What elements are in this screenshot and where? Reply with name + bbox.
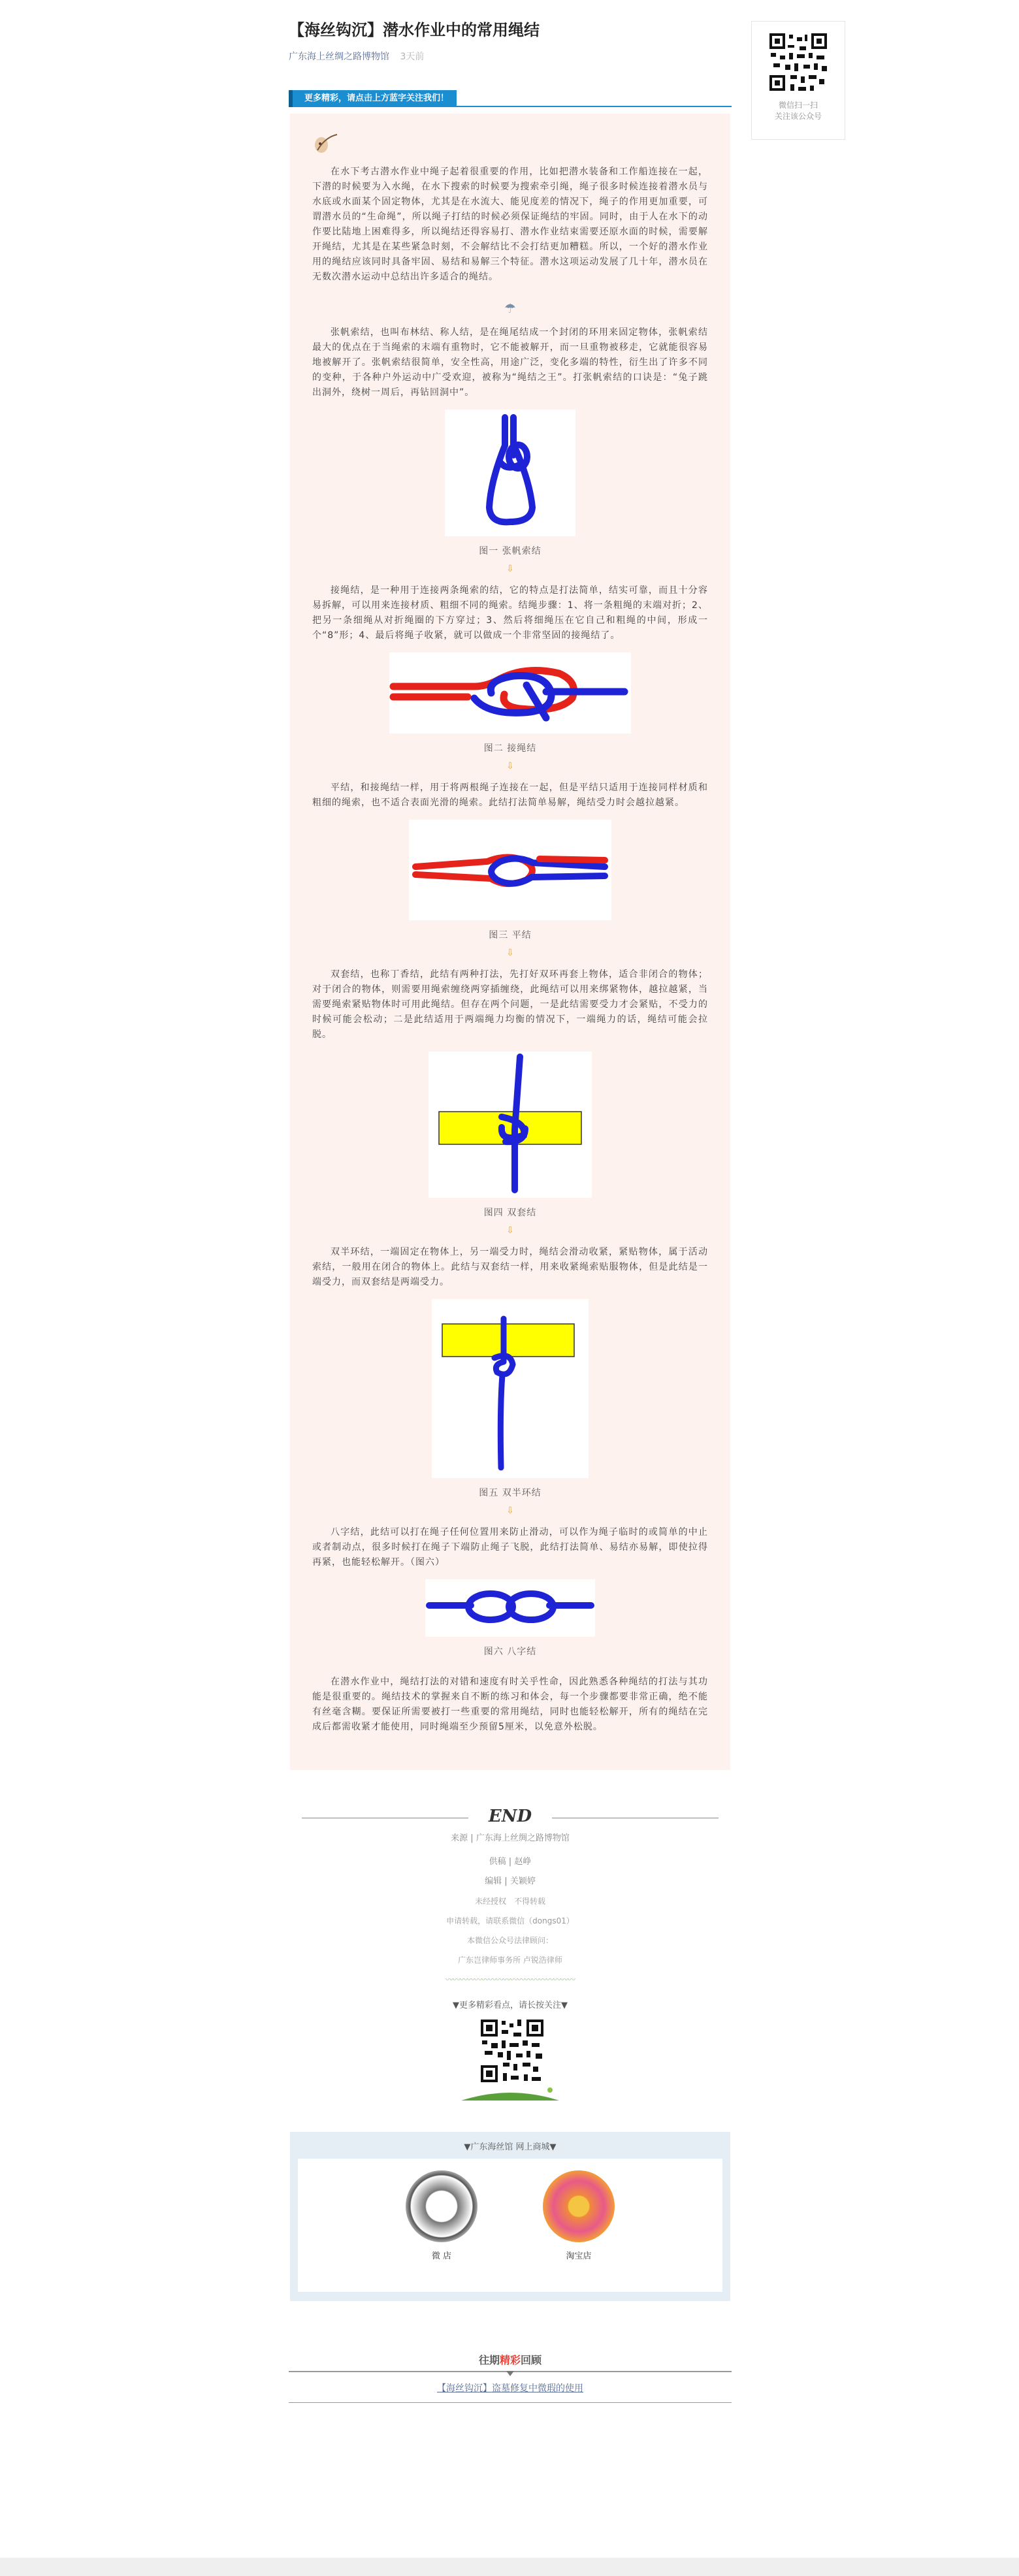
store-items	[298, 2159, 722, 2292]
end-label: END	[481, 1807, 540, 1826]
follow-qr-code	[461, 2017, 559, 2108]
reef-knot-drawing	[409, 820, 611, 918]
weidian-label: 微 店	[431, 2251, 452, 2261]
past-bottom-rule	[289, 2402, 732, 2403]
figure-6	[312, 1579, 708, 1658]
store-heading: ▼广东海丝馆 网上商城▼	[464, 2142, 557, 2152]
side-qr-panel	[751, 21, 845, 140]
down-arrow-icon: ⇩	[506, 1225, 514, 1236]
figure-1-caption: 图一 张帆索结	[479, 546, 542, 556]
figure-3-image	[409, 820, 611, 920]
past-article-link[interactable]: 【海丝钩沉】盗墓修复中微瑕的使用	[437, 2383, 583, 2394]
account-link[interactable]: 广东海上丝绸之路博物馆	[289, 52, 389, 62]
feather-icon	[312, 131, 341, 155]
taobao-qr-icon	[543, 2170, 615, 2242]
figure-6-caption: 图六 八字结	[483, 1647, 537, 1657]
past-title-a: 往期	[478, 2354, 500, 2366]
figure-5	[312, 1299, 708, 1499]
follow-banner[interactable]	[289, 90, 732, 111]
past-title-c: 回顾	[521, 2354, 542, 2366]
editor-credit: 编辑 | 关颖婷	[485, 1876, 536, 1886]
figure-5-caption: 图五 双半环结	[479, 1488, 542, 1498]
figure-4	[312, 1052, 708, 1219]
article-body	[290, 114, 730, 1770]
umbrella-icon: ☂	[504, 300, 516, 316]
past-articles	[289, 2352, 732, 2403]
down-arrow-icon: ⇩	[506, 1505, 514, 1516]
taobao-label: 淘宝店	[566, 2251, 592, 2261]
past-articles-title	[289, 2352, 732, 2367]
decoration-icon	[312, 131, 708, 157]
figure-2-caption: 图二 接绳结	[483, 743, 537, 754]
qr-code-icon	[768, 32, 828, 92]
past-rule	[289, 2371, 732, 2372]
paragraph-sheet-bend: 接绳结，是一种用于连接两条绳索的结，它的特点是打法简单，结实可靠，而且十分容易拆解，可以用来连接材质、粗细不同的绳索。结绳步骤：1、将一条粗绳的末端对折；2、把另一条细绳从对折绳圈的下方穿过；3、然后将细绳压在它自己和粗绳的中间，形成一个“8”形；4、最后将绳子收紧，就可以做成一个非常坚固的接绳结了。	[312, 585, 708, 641]
clove-hitch-drawing	[429, 1052, 592, 1195]
publish-date: 3天前	[400, 52, 425, 62]
figure-1	[312, 410, 708, 557]
wave-divider: 〰〰〰〰〰〰〰〰〰〰〰〰〰〰〰〰〰〰	[445, 1975, 575, 1984]
down-arrow-icon: ⇩	[506, 564, 514, 574]
end-divider	[289, 1807, 732, 1829]
source-credit: 来源 | 广东海上丝绸之路博物馆	[451, 1833, 570, 1843]
half-hitch-drawing	[432, 1299, 589, 1475]
paragraph-half-hitch: 双半环结，一端固定在物体上，另一端受力时，绳结会滑动收紧，紧贴物体，属于活动索结，一般用在闭合的物体上。此结与双套结一样，用来收紧绳索贴服物体，但是此结是一端受力，而双套结是两端受力。	[312, 1247, 708, 1287]
follow-banner-text: 更多精彩，请点击上方蓝字关注我们！	[289, 90, 457, 107]
paragraph-clove-hitch: 双套结，也称丁香结，此结有两种打法，先打好双环再套上物体，适合非闭合的物体；对于闭合的物体，则需要用绳索缠绕两穿插缠绕，此绳结可以用来绑紧物体，越拉越紧，当需要绳索紧贴物体时可用此绳结。但存在两个问题，一是此结需要受力才会紧贴，不受力的时候可能会松动；二是此结适用于两端绳力均衡的情况下，一端绳力的话，绳结可能会拉脱。	[312, 969, 708, 1040]
article-meta	[289, 50, 732, 63]
online-store-panel	[290, 2132, 730, 2301]
figure-1-image	[445, 410, 575, 536]
figure-6-image	[425, 1579, 595, 1637]
paragraph-reef-knot: 平结，和接绳结一样，用于将两根绳子连接在一起，但是平结只适用于连接同样材质和粗细的绳索，也不适合表面光滑的绳索。此结打法简单易解，绳结受力时会越拉越紧。	[312, 782, 708, 808]
qr-code-icon	[461, 2017, 559, 2106]
reprint-apply: 申请转载，请联系微信（dongs01）	[446, 1916, 574, 1925]
paragraph-bowline: 张帆索结，也叫布林结、称人结，是在绳尾结成一个封闭的环用来固定物体，张帆索结最大的优点在于当绳索的末端有重物时，它不能被解开，而一旦重物被移走，它就能很容易地被解开了。张帆索结很简单，安全性高，用途广泛，变化多端的特性，衍生出了许多不同的变种，于各种户外运动中广受欢迎，被称为“绳结之王”。打张帆索结的口诀是：“兔子跳出洞外，绕树一周后，再钻回洞中”。	[312, 327, 708, 398]
page-footer-strip	[0, 2558, 1019, 2576]
weidian-qr-icon	[406, 2170, 477, 2242]
figure-2	[312, 652, 708, 754]
bowline-knot-drawing	[445, 410, 575, 534]
no-reprint-notice: 未经授权 不得转载	[474, 1897, 545, 1906]
down-arrow-icon: ⇩	[506, 761, 514, 771]
figure-4-image	[429, 1052, 592, 1198]
legal-advisor: 广东岂律师事务所 卢锐浩律师	[458, 1956, 562, 1965]
past-title-b: 精彩	[499, 2354, 521, 2366]
figure-2-image	[389, 652, 631, 733]
paragraph-intro: 在水下考古潜水作业中绳子起着很重要的作用，比如把潜水装备和工作船连接在一起，下潜的时候要为入水绳，在水下搜索的时候要为搜索牵引绳，绳子很多时候连接着潜水员与水底或水面某个固定物体，尤其是在水流大、能见度差的情况下，绳子的作用更加重要，可谓潜水员的“生命绳”，所以绳子打结的时候必须保证绳结的牢固。同时，由于人在水下的动作要比陆地上困难得多，所以绳结还得容易打、潜水作业结束需要还原水面的时候，需要解开绳结，尤其是在某些紧急时刻，不会解结比不会打结更加糟糕。所以，一个好的潜水作业用的绳结应该同时具备牢固、易结和易解三个特征。潜水这项运动发展了几十年，潜水员在无数次潜水运动中总结出许多适合的绳结。	[312, 167, 708, 282]
article-title: 【海丝钩沉】潜水作业中的常用绳结	[289, 21, 540, 39]
paragraph-conclusion: 在潜水作业中，绳结打法的对错和速度有时关乎性命，因此熟悉各种绳结的打法与其功能是很重要的。绳结技术的掌握来自不断的练习和体会，每一个步骤都要非常正确，绝不能有丝毫含糊。要保证所需要被打一些重要的常用绳结，同时也能轻松解开，所有的绳结在完成后都需收紧才能使用，同时绳端至少预留5厘米，以免意外松脱。	[312, 1677, 708, 1732]
figure-3	[312, 820, 708, 941]
figure-5-image	[432, 1299, 589, 1478]
legal-advisor-label: 本微信公众号法律顾问：	[466, 1936, 553, 1945]
figure-eight-knot-drawing	[425, 1579, 595, 1634]
triangle-down-icon	[506, 2371, 514, 2376]
side-qr-line1: 微信扫一扫	[778, 101, 818, 110]
figure-3-caption: 图三 平结	[489, 930, 532, 941]
follow-prompt: ▼更多精彩看点，请长按关注▼	[453, 2001, 568, 2010]
article	[289, 18, 732, 2403]
weidian-store[interactable]	[406, 2170, 477, 2292]
sheet-bend-drawing	[389, 652, 631, 731]
paragraph-figure-eight: 八字结，此结可以打在绳子任何位置用来防止滑动，可以作为绳子临时的或简单的中止或者制动点，很多时候打在绳子下端防止绳子飞脱，此结打法简单、易结亦易解，即使拉得再紧，也能轻松解开。（图六）	[312, 1527, 708, 1568]
end-section	[289, 1807, 732, 2108]
provider-credit: 供稿 | 赵峥	[489, 1857, 532, 1867]
figure-4-caption: 图四 双套结	[483, 1208, 537, 1218]
down-arrow-icon: ⇩	[506, 948, 514, 958]
taobao-store[interactable]	[543, 2170, 615, 2292]
side-qr-line2: 关注该公众号	[774, 112, 822, 121]
